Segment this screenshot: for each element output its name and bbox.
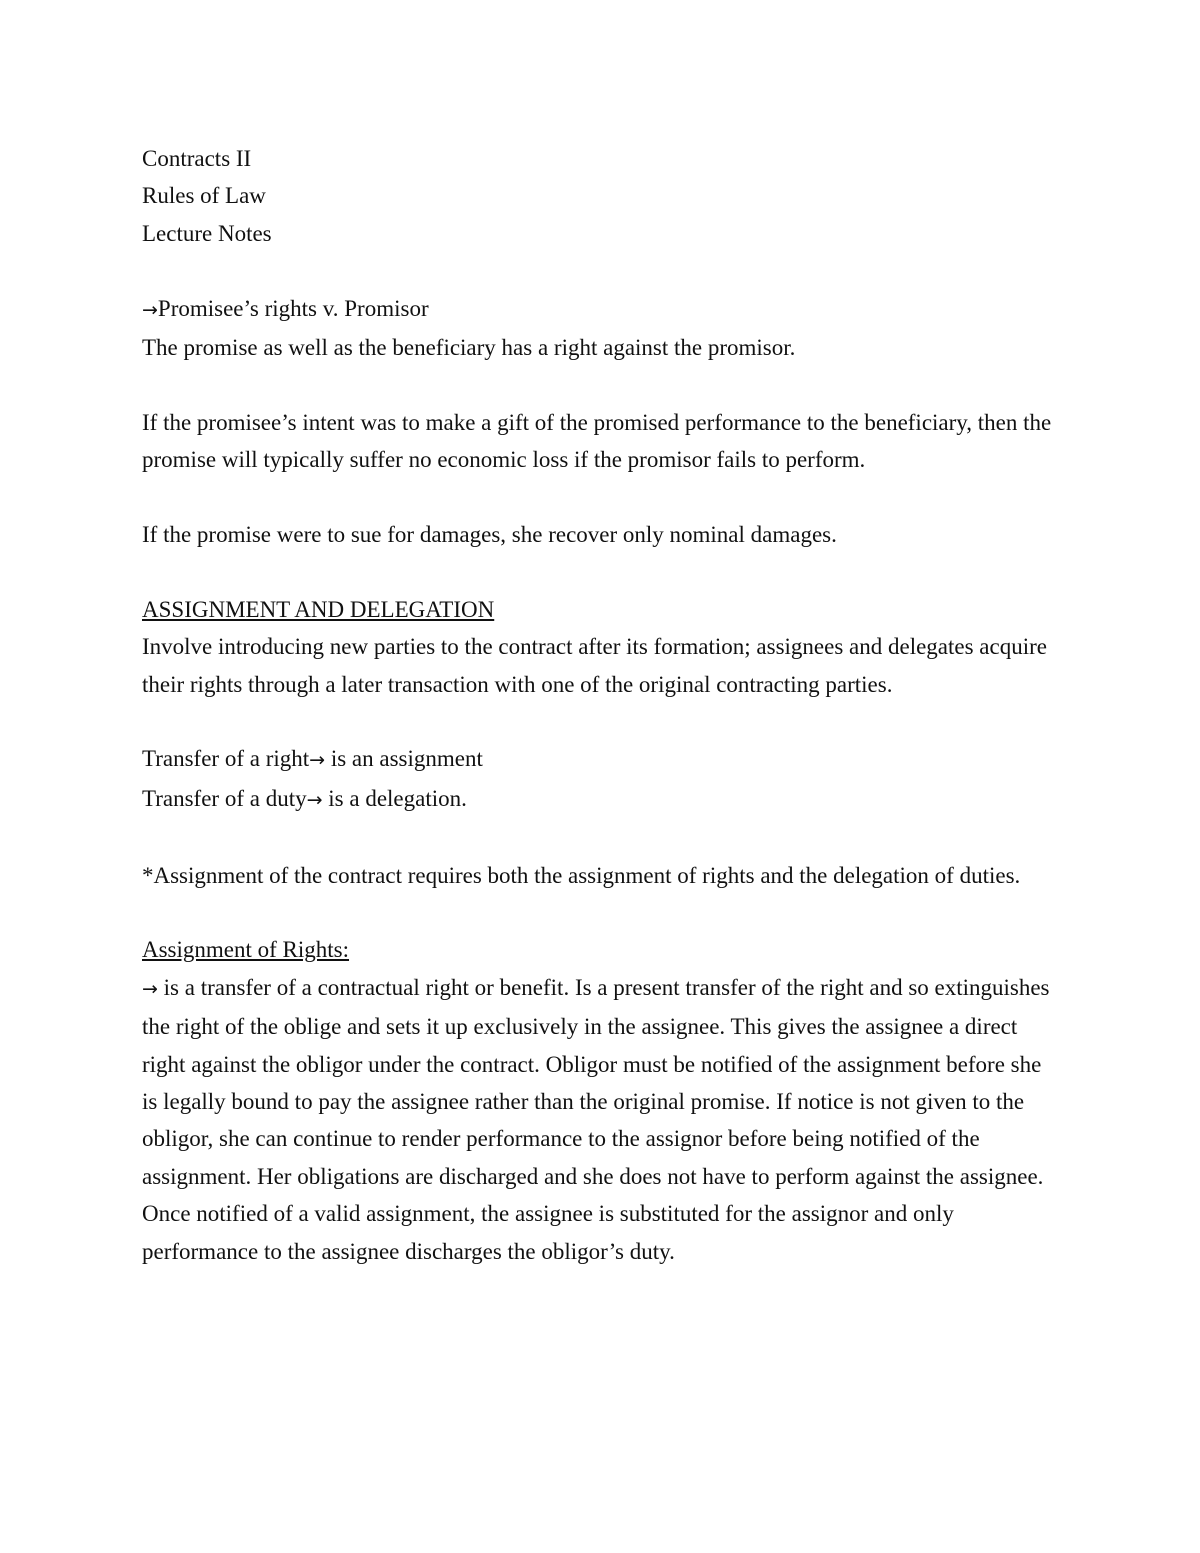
promisee-paragraph-2: If the promisee’s intent was to make a gift of the promised performance to the beneficiary, then the promise will typically suffer no economic loss if the promisor fails to perform. [142, 409, 1052, 473]
transfer-right-line [142, 740, 1062, 779]
assignment-of-rights-heading: Assignment of Rights: [142, 937, 350, 963]
doc-title-course: Contracts II [142, 146, 252, 171]
rights-paragraph-1 [142, 969, 1062, 1195]
transfer-right-result: is an assignment [325, 746, 483, 772]
spacer [142, 819, 1062, 856]
promisee-rights-title-text: Promisee’s rights v. Promisor [157, 295, 429, 321]
transfer-duty-line [142, 780, 1062, 819]
spacer [142, 894, 1062, 931]
document-body [142, 140, 1062, 1270]
doc-title-type: Lecture Notes [142, 220, 272, 246]
spacer [142, 479, 1062, 516]
promisee-paragraph-3: If the promise were to sue for damages, she recover only nominal damages. [142, 522, 837, 548]
arrow-right-icon: → [142, 298, 158, 321]
transfer-duty-result: is a delegation. [322, 785, 467, 811]
assignment-paragraph-1: Involve introducing new parties to the contract after its formation; assignees and delegates acquire their rights through a later transaction with one of the original contracting parties. [142, 634, 1047, 697]
spacer [142, 366, 1062, 403]
spacer [142, 553, 1062, 590]
assignment-note: *Assignment of the contract requires both the assignment of rights and the delegation of duties. [142, 862, 1021, 888]
doc-title-subject: Rules of Law [142, 183, 266, 209]
promisee-rights-title [142, 290, 1062, 329]
transfer-duty-label: Transfer of a duty [142, 785, 307, 811]
spacer [142, 252, 1062, 289]
transfer-right-label: Transfer of a right [142, 746, 310, 772]
spacer [142, 703, 1062, 740]
promisee-paragraph-1: The promise as well as the beneficiary has a right against the promisor. [142, 335, 796, 361]
arrow-right-icon: → [309, 749, 326, 772]
arrow-right-icon: → [306, 788, 323, 811]
rights-paragraph-1-text: is a transfer of a contractual right or benefit. Is a present transfer of the right and so extinguishes the right of the oblige and sets it up exclusively in the assignee. This gives the assignee a direct right against the obligor under the contract. Obligor must be notified of the assignment before she is legally bound to pay the assignee rather than the original promise. If notice is not given to the obligor, she can continue to render performance to the assignor before being notified of the assignment. Her obligations are discharged and she does not have to perform against the assignee. [142, 974, 1050, 1189]
assignment-delegation-heading: ASSIGNMENT AND DELEGATION [142, 596, 495, 622]
rights-paragraph-2: Once notified of a valid assignment, the assignee is substituted for the assignor and only performance to the assignee discharges the obligor’s duty. [142, 1201, 954, 1264]
arrow-right-icon: → [142, 977, 158, 1000]
